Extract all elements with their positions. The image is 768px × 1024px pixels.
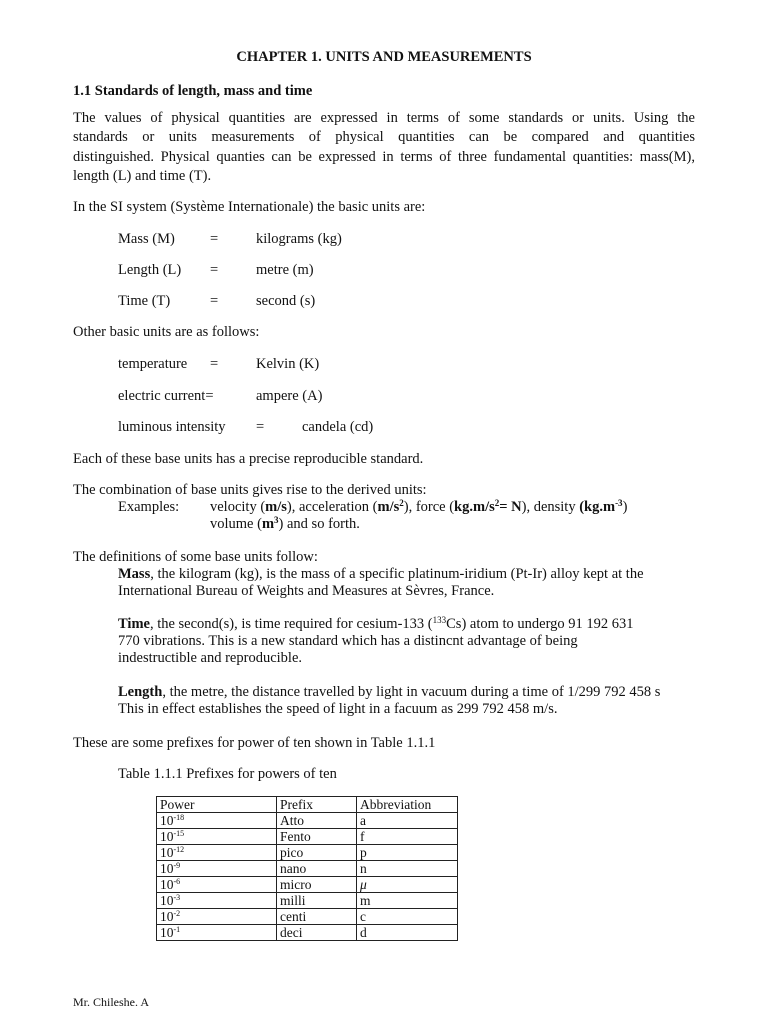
unit-value: ampere (A) — [256, 388, 323, 404]
table-row — [157, 925, 458, 941]
intro-line: length (L) and time (T). — [73, 167, 212, 184]
derived-intro: The combination of base units gives rise to the derived units: — [73, 482, 427, 498]
definition-length: Length, the metre, the distance travelled by light in vacuum during a time of 1/299 792 458 s This in effect establishes the speed of light in a facuum as 299 792 458 m/s. — [118, 684, 661, 717]
prefix-cell: micro — [277, 877, 357, 893]
abbreviation-cell: d — [357, 925, 458, 941]
definition-term: Length — [118, 684, 163, 700]
unit-quantity: electric current= — [118, 388, 214, 404]
power-cell: $10^{-2}$ — [157, 909, 277, 925]
unit-value: candela (cd) — [302, 419, 374, 435]
table-header-row — [157, 797, 458, 813]
other-units-intro: Other basic units are as follows: — [73, 324, 260, 340]
table-row — [157, 813, 458, 829]
unit-equals: = — [210, 231, 219, 247]
unit-value: kilograms (kg) — [256, 231, 342, 247]
prefix-table — [156, 796, 458, 941]
si-intro: In the SI system (Système Internationale) the basic units are: — [73, 199, 426, 215]
prefix-cell: pico — [277, 845, 357, 861]
abbreviation-cell: n — [357, 861, 458, 877]
unit-quantity: Length (L) — [118, 262, 182, 278]
table-row — [157, 893, 458, 909]
abbreviation-cell: f — [357, 829, 458, 845]
table-caption: Table 1.1.1 Prefixes for powers of ten — [118, 766, 337, 782]
unit-equals: = — [256, 419, 265, 435]
abbreviation-cell: c — [357, 909, 458, 925]
unit-equals: = — [210, 262, 219, 278]
abbreviation-cell: m — [357, 893, 458, 909]
base-units-note: Each of these base units has a precise reproducible standard. — [73, 451, 424, 467]
intro-line: standards or units measurements of physical quantities can be compared and quantities — [73, 129, 695, 146]
column-header: Abbreviation — [357, 797, 458, 813]
intro-paragraph — [73, 109, 695, 186]
unit-value: second (s) — [256, 293, 316, 309]
abbreviation-cell: a — [357, 813, 458, 829]
table-row — [157, 909, 458, 925]
examples-label: Examples: — [118, 499, 180, 515]
power-cell: $10^{-1}$ — [157, 925, 277, 941]
power-cell: $10^{-9}$ — [157, 861, 277, 877]
unit-quantity: Time (T) — [118, 293, 171, 309]
column-header: Power — [157, 797, 277, 813]
unit-equals: = — [210, 293, 219, 309]
definitions-intro: The definitions of some base units follow: — [73, 549, 318, 565]
unit-equals: = — [210, 356, 219, 372]
derived-examples-line: volume $(m^3)$ and so forth. — [210, 515, 360, 532]
prefix-cell: centi — [277, 909, 357, 925]
unit-value: metre (m) — [256, 262, 314, 278]
intro-line: The values of physical quantities are expressed in terms of some standards or units. Using the — [73, 110, 695, 126]
definition-time: Time, the second(s), is time required for cesium-133 ($^{133}$Cs) atom to undergo 91 192 631 770 vibrations. This is a new standard which has a distincnt advantage of being indestructible and reproducible. — [118, 615, 634, 666]
unit-value: Kelvin (K) — [256, 356, 320, 372]
definition-term: Time — [118, 616, 150, 632]
derived-examples-line: velocity (m/s), acceleration $(m/s^2)$, force $(kg.m/s^2= N)$, density $(kg.m^{-3})$ — [210, 498, 628, 515]
abbreviation-cell: p — [357, 845, 458, 861]
table-row — [157, 829, 458, 845]
power-cell: $10^{-6}$ — [157, 877, 277, 893]
prefix-cell: Atto — [277, 813, 357, 829]
definition-term: Mass — [118, 566, 151, 582]
unit-quantity: Mass (M) — [118, 231, 175, 247]
power-cell: $10^{-18}$ — [157, 813, 277, 829]
unit-quantity: luminous intensity — [118, 419, 226, 435]
prefix-cell: Fento — [277, 829, 357, 845]
prefix-note: These are some prefixes for power of ten shown in Table 1.1.1 — [73, 735, 436, 751]
prefix-cell: nano — [277, 861, 357, 877]
column-header: Prefix — [277, 797, 357, 813]
table-row — [157, 861, 458, 877]
unit-quantity: temperature — [118, 356, 188, 372]
table-row — [157, 877, 458, 893]
definition-mass: Mass, the kilogram (kg), is the mass of a specific platinum-iridium (Pt-Ir) alloy kept at the International Bureau of Weights and Measures at Sèvres, France. — [118, 566, 644, 599]
prefix-cell: milli — [277, 893, 357, 909]
page-footer: Mr. Chileshe. A — [73, 995, 150, 1009]
prefix-cell: deci — [277, 925, 357, 941]
power-cell: $10^{-12}$ — [157, 845, 277, 861]
power-cell: $10^{-15}$ — [157, 829, 277, 845]
table-row — [157, 845, 458, 861]
abbreviation-cell: μ — [357, 877, 458, 893]
chapter-title: CHAPTER 1. UNITS AND MEASUREMENTS — [236, 49, 532, 65]
power-cell: $10^{-3}$ — [157, 893, 277, 909]
intro-line: distinguished. Physical quanties can be expressed in terms of three fundamental quantities: mass(M), — [73, 148, 695, 165]
section-heading: 1.1 Standards of length, mass and time — [73, 83, 313, 99]
